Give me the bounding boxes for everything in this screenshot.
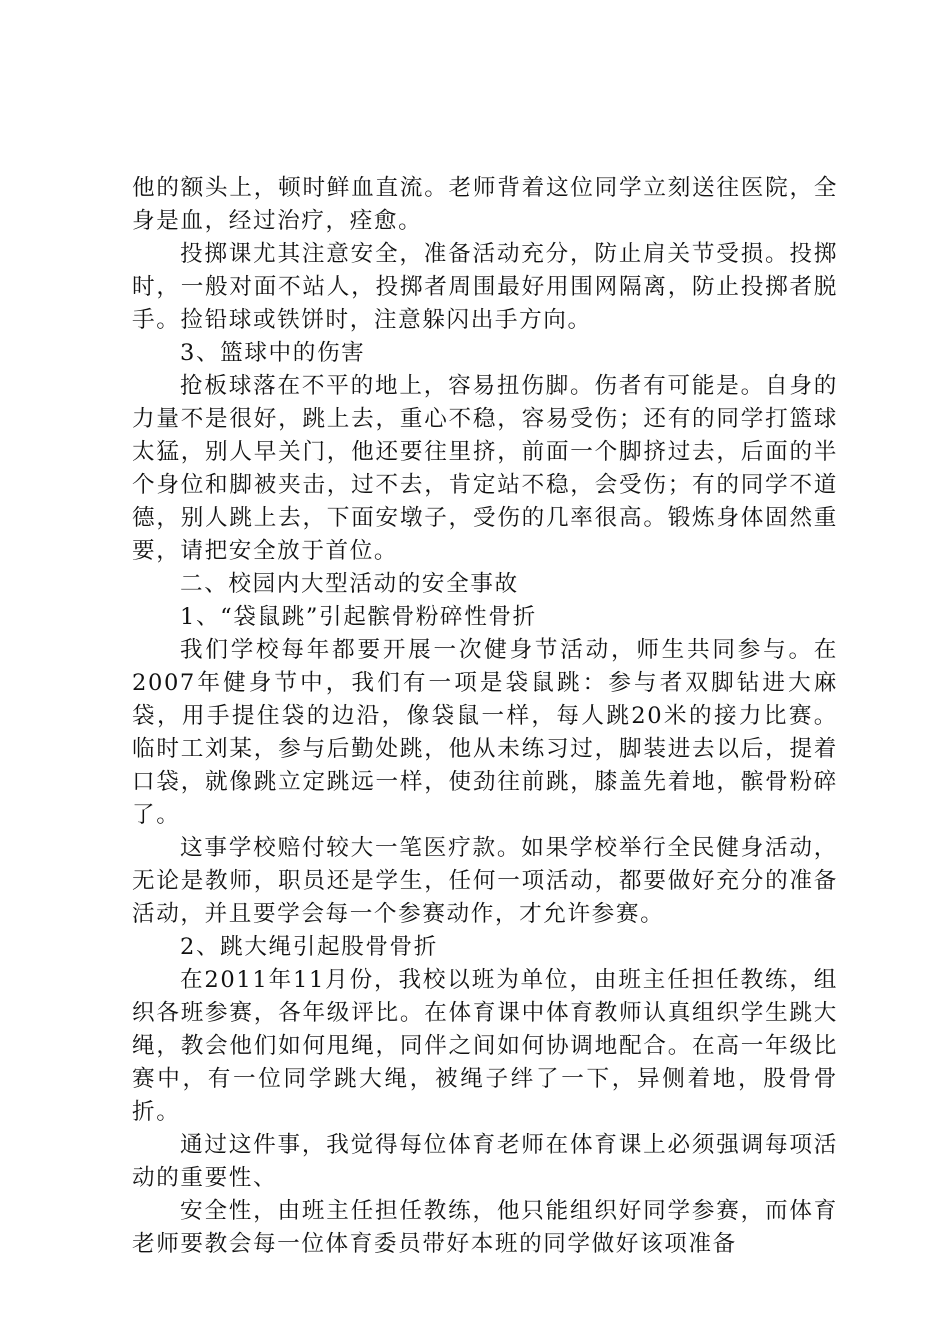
heading-jump-rope: 2、跳大绳引起股骨骨折 xyxy=(180,934,438,960)
document-body xyxy=(132,172,838,1261)
paragraph-compensation: 这事学校赔付较大一笔医疗款。如果学校举行全民健身活动，无论是教师，职员还是学生，任何一项活动，都要做好充分的准备活动，并且要学会每一个参赛动作，才允许参赛。 xyxy=(132,835,838,927)
paragraph-lesson: 通过这件事，我觉得每位体育老师在体育课上必须强调每项活动的重要性、 xyxy=(132,1132,838,1191)
heading-basketball-injury: 3、篮球中的伤害 xyxy=(180,340,366,366)
paragraph-basketball-injury: 抢板球落在不平的地上，容易扭伤脚。伤者有可能是。自身的力量不是很好，跳上去，重心不稳，容易受伤；还有的同学打篮球太猛，别人早关门，他还要往里挤，前面一个脚挤过去，后面的半个身位和脚被夹击，过不去，肯定站不稳，会受伤；有的同学不道德，别人跳上去，下面安墩子，受伤的几率很高。锻炼身体固然重要，请把安全放于首位。 xyxy=(132,373,838,564)
paragraph-injury-continuation: 他的额头上，顿时鲜血直流。老师背着这位同学立刻送往医院，全身是血，经过治疗，痊愈。 xyxy=(132,175,838,234)
heading-campus-events: 二、校园内大型活动的安全事故 xyxy=(180,571,519,597)
paragraph-kangaroo-jump: 我们学校每年都要开展一次健身节活动，师生共同参与。在2007年健身节中，我们有一项是袋鼠跳：参与者双脚钻进大麻袋，用手提住袋的边沿，像袋鼠一样，每人跳20米的接力比赛。临时工刘某，参与后勤处跳，他从未练习过，脚装进去以后，提着口袋，就像跳立定跳远一样，使劲往前跳，膝盖先着地，髌骨粉碎了。 xyxy=(132,637,838,828)
heading-kangaroo-jump: 1、“袋鼠跳”引起髌骨粉碎性骨折 xyxy=(180,604,537,630)
paragraph-safety: 安全性，由班主任担任教练，他只能组织好同学参赛，而体育老师要教会每一位体育委员带好本班的同学做好该项准备 xyxy=(132,1198,838,1257)
paragraph-throwing-safety: 投掷课尤其注意安全，准备活动充分，防止肩关节受损。投掷时，一般对面不站人，投掷者周围最好用围网隔离，防止投掷者脱手。捡铅球或铁饼时，注意躲闪出手方向。 xyxy=(132,241,838,333)
paragraph-jump-rope: 在2011年11月份，我校以班为单位，由班主任担任教练，组织各班参赛，各年级评比。在体育课中体育教师认真组织学生跳大绳，教会他们如何甩绳，同伴之间如何协调地配合。在高一年级比赛中，有一位同学跳大绳，被绳子绊了一下，异侧着地，股骨骨折。 xyxy=(132,967,838,1125)
